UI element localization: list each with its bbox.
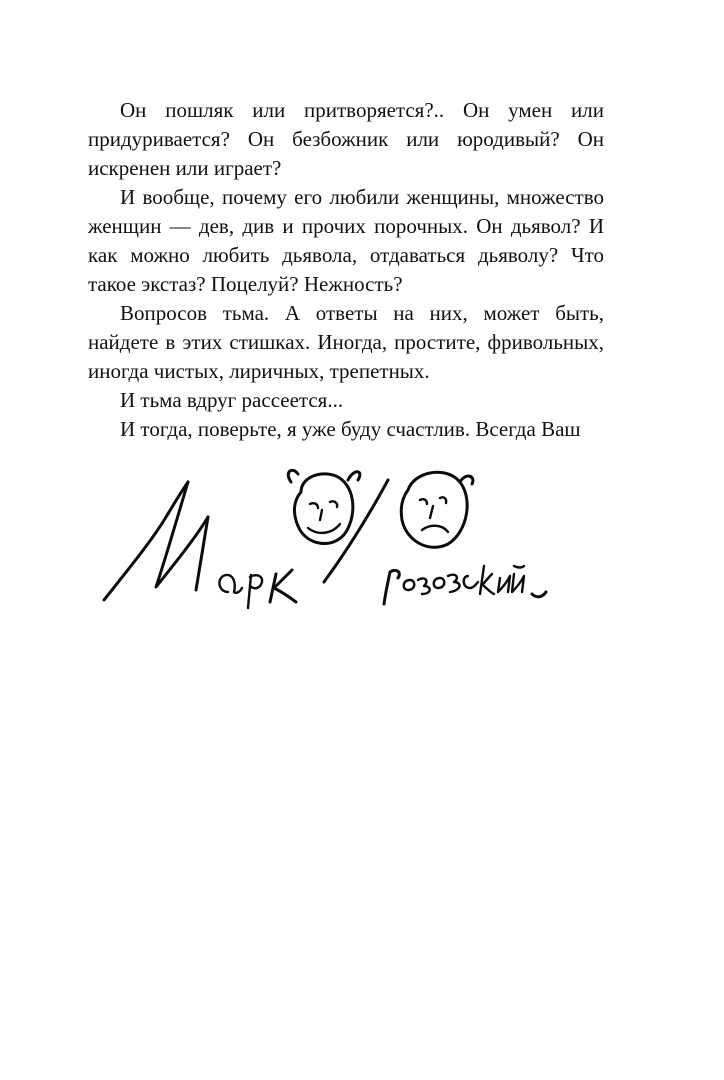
body-text <box>88 96 604 444</box>
paragraph-5: И тогда, поверьте, я уже буду счастлив. Всегда Ваш <box>120 417 581 441</box>
handwritten-signature <box>96 462 596 612</box>
paragraph-3: Вопросов тьма. А ответы на них, может быть, найдете в этих стишках. Иногда, простите, фривольных, иногда чистых, лиричных, трепетных. <box>88 301 604 383</box>
paragraph-2: И вообще, почему его любили женщины, множество женщин — дев, див и прочих порочных. Он дьявол? И как можно любить дьявола, отдаваться дьяволу? Что такое экстаз? Поцелуй? Нежность? <box>88 185 604 296</box>
signature-drawing <box>96 462 596 612</box>
paragraph-4: И тьма вдруг рассеется... <box>120 388 344 412</box>
paragraph-1: Он пошляк или притворяется?.. Он умен или придуривается? Он безбожник или юродивый? Он искренен или играет? <box>88 98 604 180</box>
